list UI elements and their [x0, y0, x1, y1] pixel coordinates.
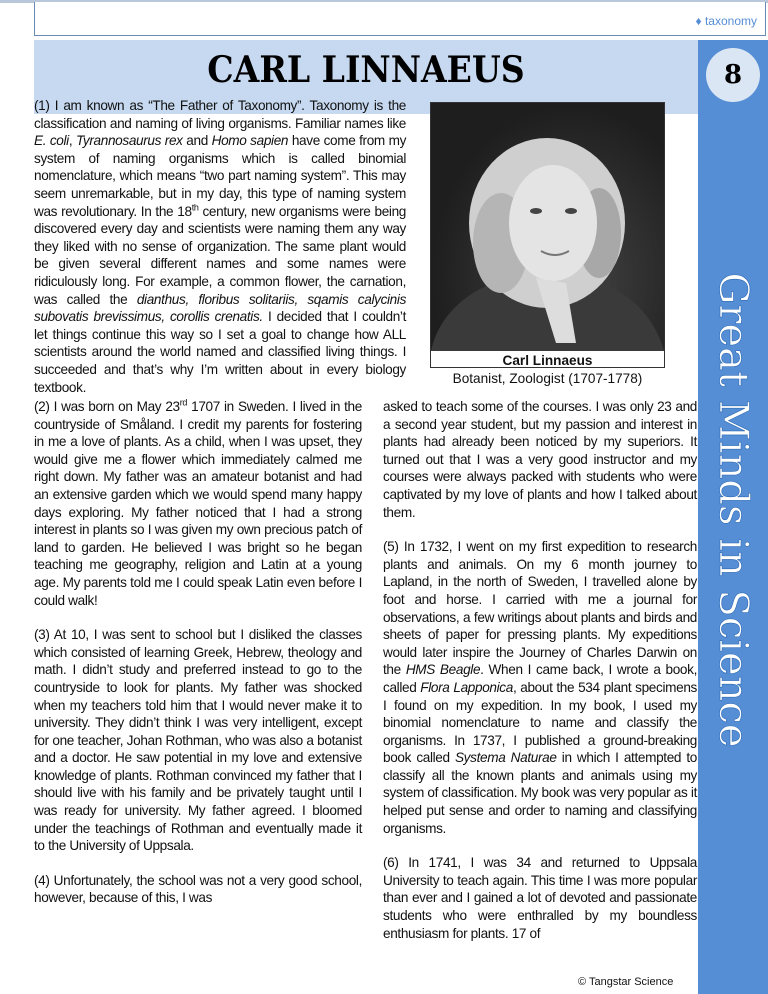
series-title: Great Minds in Science	[710, 272, 756, 748]
portrait-name: Carl Linnaeus	[502, 353, 593, 368]
right-column	[383, 398, 697, 959]
portrait-role: Botanist, Zoologist (1707-1778)	[452, 371, 643, 386]
page-title: CARL LINNAEUS	[207, 49, 525, 91]
series-sidebar	[698, 40, 768, 994]
page-number-badge: 8	[706, 48, 760, 102]
portrait-frame	[430, 102, 665, 368]
paragraph-2: (2) I was born on May 23rd 1707 in Sweden. I lived in the countryside of Småland. I credit my parents for fostering in me a love of plants. As a child, when I was upset, they would give me a flower which immediately calmed me right down. My father was an amateur botanist and had an extensive garden which we would spend many happy days exploring. My father noticed that I had a strong interest in plants so I was given my own precious patch of land to garden. He believed I was bright so he began teaching me geography, religion and Latin at a young age. My parents told me I could speak Latin even before I could walk!	[34, 397, 362, 608]
portrait-image	[431, 103, 664, 351]
paragraph-4-start: (4) Unfortunately, the school was not a very good school, however, because of this, I was	[34, 872, 362, 906]
paragraph-4-end: asked to teach some of the courses. I was only 23 and a second year student, but my passion and interest in plants had already been noticed by my superiors. It turned out that I was a very good instructor and my courses were always packed with students who were captivated by my love of plants and how I talked about them.	[383, 399, 697, 520]
paragraph-5: (5) In 1732, I went on my first expedition to research plants and animals. On my 6 month journey to Lapland, in the north of Sweden, I travelled alone by foot and horse. I carried with me a journal for observations, a few writings about plants and birds and sheets of paper for pressing plants. My expeditions would later inspire the Journey of Charles Darwin on the HMS Beagle. When I came back, I wrote a book, called Flora Lapponica, about the 534 plant specimens I found on my expedition. In my book, I used my binomial nomenclature to name and classify the organisms. In 1737, I published a ground-breaking book called Systema Naturae in which I attempted to classify all the known plants and animals using my system of classification. My book was very popular as it helped put sense and order to naming and classifying organisms.	[383, 539, 697, 836]
portrait-caption	[425, 352, 670, 388]
paragraph-3: (3) At 10, I was sent to school but I disliked the classes which consisted of learning Greek, Hebrew, theology and math. I didn’t study and preferred instead to go to the countryside to look for plants. My father was shocked when my teachers told him that I would never make it to university. They didn’t think I was very intelligent, except for one teacher, Johan Rothman, who was also a botanist and a doctor. He saw potential in my love and extensive knowledge of plants. Rothman convinced my father that I should live with his family and be privately taught until I was ready for university. My father agreed. I bloomed under the teachings of Rothman and eventually made it to the University of Uppsala.	[34, 627, 362, 854]
copyright-footer: © Tangstar Science	[578, 976, 674, 988]
left-column	[34, 398, 362, 924]
paragraph-6: (6) In 1741, I was 34 and returned to Uppsala University to teach again. This time I was more popular than ever and I gained a lot of devoted and passionate students who were enthralled by my boundless enthusiasm for plants. 17 of	[383, 855, 697, 941]
topic-header	[34, 2, 766, 36]
paragraph-1: (1) I am known as “The Father of Taxonomy”. Taxonomy is the classification and naming of living organisms. Familiar names like E. coli, Tyrannosaurus rex and Homo sapien have come from my system of naming organisms which is called binomial nomenclature, which means “two part naming system”. This may seem unremarkable, but in my day, this type of naming system was revolutionary. In the 18th century, new organisms were being discovered every day and scientists were naming them any way they liked with no sense of organization. The same plant would be given several different names and some names were ridiculously long. For example, a common flower, the carnation, was called the dianthus, floribus solitariis, sqamis calycinis subovatis brevissimus, corollis crenatis. I decided that I couldn’t let things continue this way so I set a goal to change how ALL scientists around the world named and classified living things. I succeeded and that’s why I’m written about in every biology textbook.	[34, 98, 407, 395]
topic-tag: ♦ taxonomy	[695, 14, 757, 28]
